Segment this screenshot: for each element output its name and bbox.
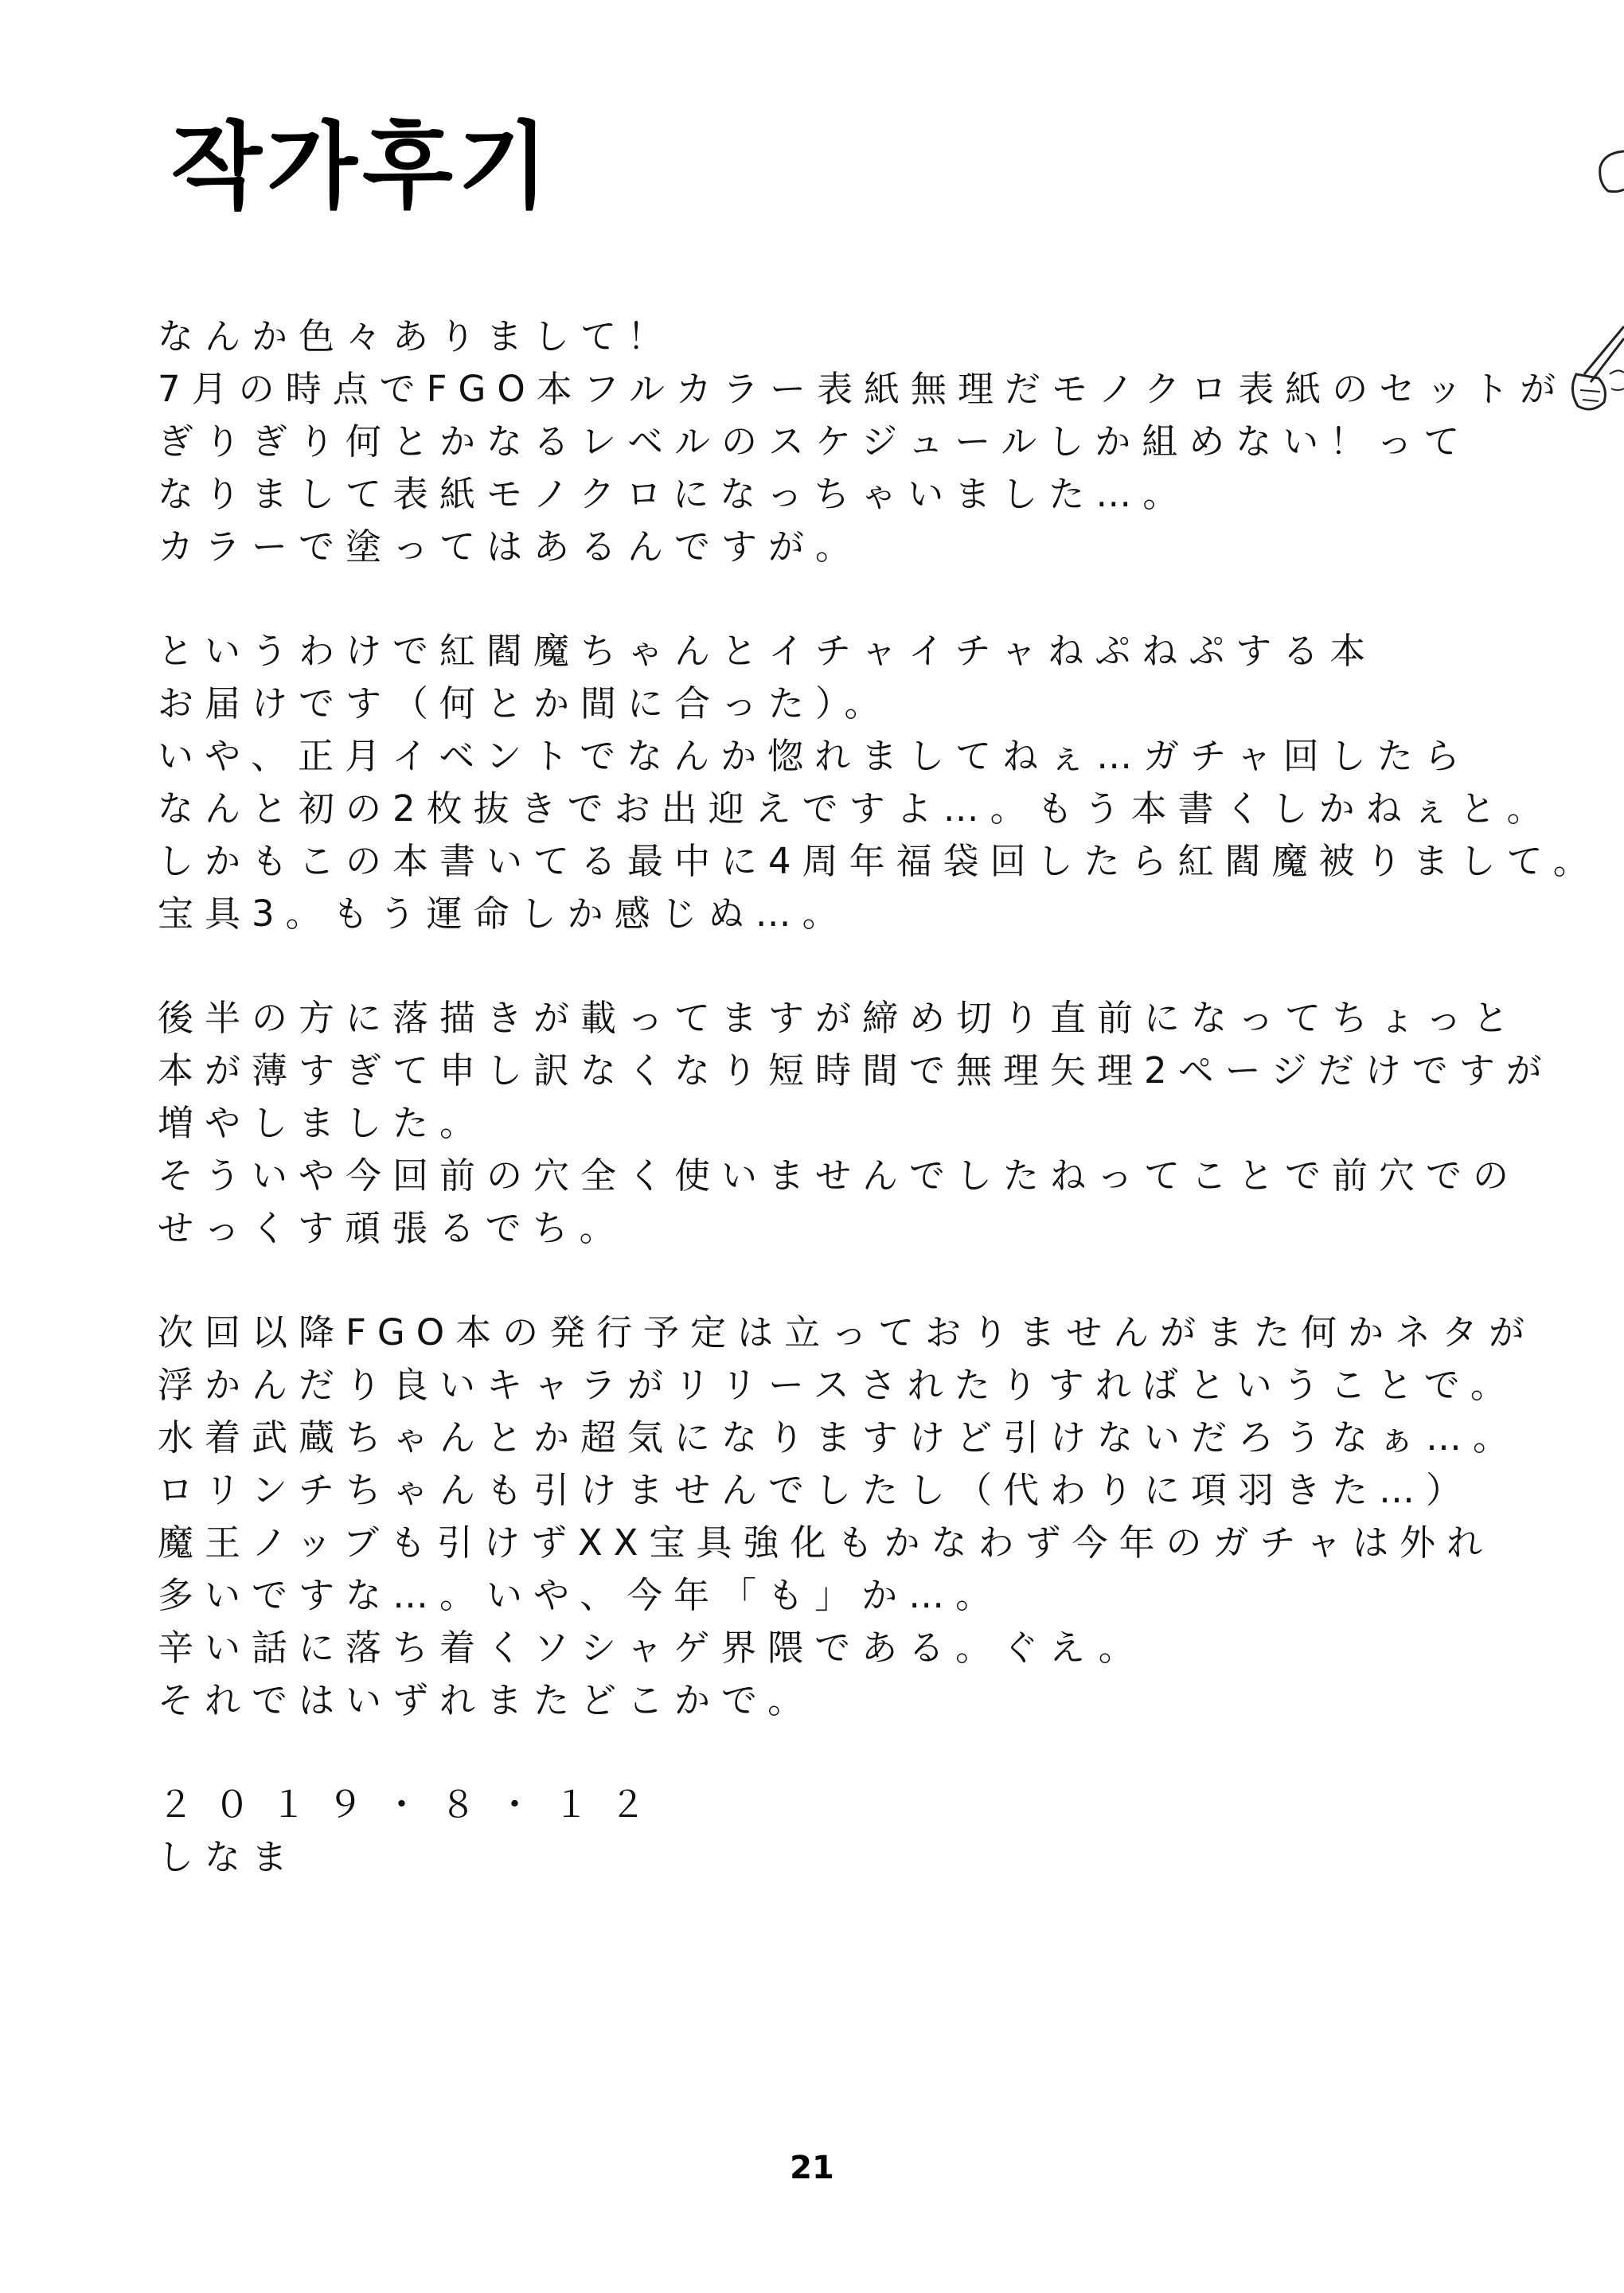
- sign-off: [158, 1779, 1591, 1884]
- text-line: というわけで紅閻魔ちゃんとイチャイチャねぷねぷする本: [158, 630, 1377, 672]
- text-line: ロリンチちゃんも引けませんでしたし（代わりに項羽きた…）: [158, 1469, 1474, 1511]
- text-line: 辛い話に落ち着くソシャゲ界隈である。ぐえ。: [158, 1627, 1146, 1669]
- text-line: しかもこの本書いてる最中に4周年福袋回したら紅閻魔被りまして。: [158, 840, 1600, 882]
- text-line: なんか色々ありまして！: [158, 315, 675, 357]
- page-title: 작가후기: [171, 111, 553, 221]
- text-line: 7月の時点でFGO本フルカラー表紙無理だモノクロ表紙のセットが: [158, 368, 1567, 410]
- text-line: それではいずれまたどこかで。: [158, 1679, 815, 1721]
- paragraph-4: [158, 1307, 1591, 1727]
- paragraph-1: [158, 311, 1591, 573]
- text-line: 後半の方に落描きが載ってますが締め切り直前になってちょっと: [158, 997, 1521, 1039]
- paragraph-3: [158, 992, 1591, 1255]
- text-line: カラーで塗ってはあるんですが。: [158, 525, 863, 568]
- page-number: 21: [790, 2150, 834, 2186]
- text-line: そういや今回前の穴全く使いませんでしたねってことで前穴での: [158, 1154, 1521, 1197]
- text-line: 増やしました。: [158, 1102, 487, 1144]
- text-line: ぎりぎり何とかなるレベルのスケジュールしか組めない！って: [158, 420, 1471, 463]
- text-line: お届けです（何とか間に合った）。: [158, 682, 892, 725]
- text-line: せっくす頑張るでち。: [158, 1207, 627, 1249]
- text-line: 宝具3。もう運命しか感じぬ…。: [158, 893, 849, 935]
- author-signature: しなま: [158, 1836, 299, 1878]
- text-line: いや、正月イベントでなんか惚れましてねぇ…ガチャ回したら: [158, 735, 1471, 777]
- text-line: 魔王ノッブも引けずXX宝具強化もかなわず今年のガチャは外れ: [158, 1522, 1494, 1564]
- text-line: 水着武蔵ちゃんとか超気になりますけど引けないだろうなぁ…。: [158, 1416, 1521, 1459]
- text-line: なんと初の2枚抜きでお出迎えですよ…。もう本書くしかねぇと。: [158, 787, 1554, 830]
- text-line: 多いですな…。いや、今年「も」か…。: [158, 1574, 1003, 1616]
- text-line: 次回以降FGO本の発行予定は立っておりませんがまた何かネタが: [158, 1311, 1536, 1354]
- date-text: ２０１９・８・１２: [158, 1783, 667, 1826]
- afterword-body: [158, 311, 1600, 1936]
- text-line: 本が薄すぎて申し訳なくなり短時間で無理矢理2ページだけですが: [158, 1049, 1553, 1092]
- text-line: 浮かんだり良いキャラがリリースされたりすればということで。: [158, 1364, 1517, 1406]
- paragraph-2: [158, 625, 1600, 940]
- text-line: なりまして表紙モノクロになっちゃいました…。: [158, 473, 1190, 515]
